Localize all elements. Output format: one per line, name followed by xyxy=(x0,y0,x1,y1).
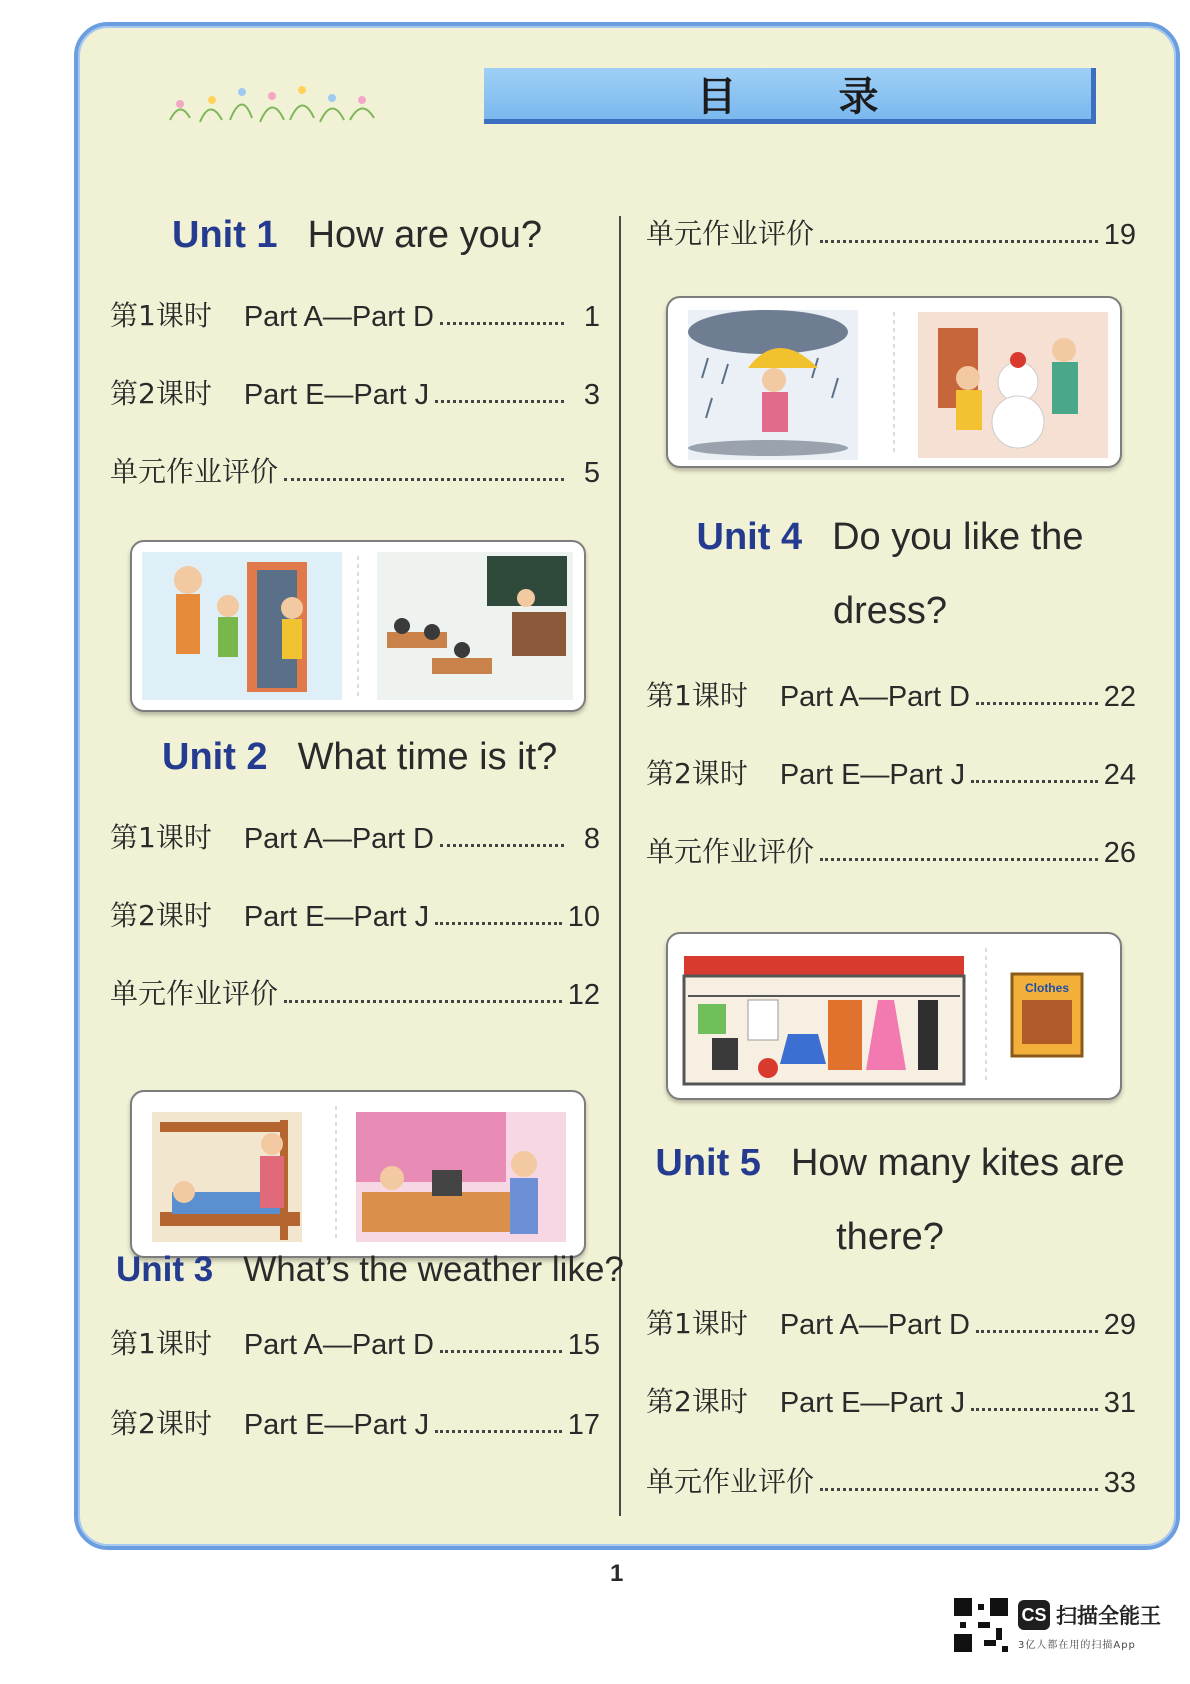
unit-3-heading xyxy=(116,1250,624,1290)
page-ref: 5 xyxy=(583,457,600,489)
clothes-book-label: Clothes xyxy=(1024,981,1070,995)
toc-row-unit4-lesson2[interactable] xyxy=(646,752,1136,792)
unit-2-illustration xyxy=(130,1090,586,1258)
bedroom-clock-picture xyxy=(132,1092,584,1256)
toc-row-unit2-assessment[interactable] xyxy=(110,972,600,1012)
dot-leader xyxy=(440,844,564,847)
unit-2-title: What time is it? xyxy=(297,736,558,778)
dot-leader xyxy=(435,1430,562,1433)
page-ref: 26 xyxy=(1103,837,1136,869)
page-ref: 33 xyxy=(1103,1467,1136,1499)
unit-2-number: Unit 2 xyxy=(162,736,268,778)
page-ref: 29 xyxy=(1103,1309,1136,1341)
dot-leader xyxy=(976,702,1098,705)
camscanner-logo: CS xyxy=(1018,1600,1050,1630)
greeting-classroom-picture xyxy=(132,542,584,710)
unit-5-heading xyxy=(640,1142,1140,1272)
toc-row-unit5-lesson1[interactable] xyxy=(646,1302,1136,1342)
qr-code-icon xyxy=(954,1598,1008,1652)
page-ref: 3 xyxy=(583,379,600,411)
dot-leader xyxy=(440,322,564,325)
toc-row-unit5-assessment[interactable] xyxy=(646,1460,1136,1500)
lesson-parts: Part E—Part J xyxy=(243,1409,430,1441)
toc-row-unit3-lesson2[interactable] xyxy=(110,1402,600,1442)
toc-row-unit1-lesson1[interactable] xyxy=(110,294,600,334)
dot-leader xyxy=(435,922,562,925)
page-ref: 19 xyxy=(1103,219,1136,251)
lesson-label: 第1课时 xyxy=(110,821,212,854)
toc-row-unit4-lesson1[interactable] xyxy=(646,674,1136,714)
page-ref: 22 xyxy=(1103,681,1136,713)
unit-1-illustration xyxy=(130,540,586,712)
weather-picture xyxy=(668,298,1120,466)
flower-decoration xyxy=(160,70,390,132)
page-title: 目 录 xyxy=(484,68,1096,124)
lesson-label: 第1课时 xyxy=(110,299,212,332)
lesson-parts: Part E—Part J xyxy=(243,379,430,411)
toc-row-unit3-lesson1[interactable] xyxy=(110,1322,600,1362)
lesson-parts: Part A—Part D xyxy=(243,301,434,333)
unit-3-title: What’s the weather like? xyxy=(243,1250,624,1289)
dot-leader xyxy=(971,780,1098,783)
lesson-parts: Part A—Part D xyxy=(243,823,434,855)
unit-1-title: How are you? xyxy=(307,214,543,256)
toc-row-unit3-assessment[interactable] xyxy=(646,212,1136,252)
lesson-label: 第2课时 xyxy=(110,1407,212,1440)
page-ref: 12 xyxy=(567,979,600,1011)
lesson-label: 单元作业评价 xyxy=(646,217,815,250)
page-ref: 10 xyxy=(567,901,600,933)
page-ref: 8 xyxy=(583,823,600,855)
toc-row-unit5-lesson2[interactable] xyxy=(646,1380,1136,1420)
unit-4-title-line1: Do you like the xyxy=(832,516,1084,558)
unit-5-title-line1: How many kites are xyxy=(790,1142,1125,1184)
toc-row-unit1-assessment[interactable] xyxy=(110,450,600,490)
dot-leader xyxy=(976,1330,1098,1333)
toc-row-unit1-lesson2[interactable] xyxy=(110,372,600,412)
dot-leader xyxy=(820,858,1098,861)
lesson-parts: Part E—Part J xyxy=(779,1387,966,1419)
page-ref: 1 xyxy=(583,301,600,333)
clothes-shop-picture xyxy=(668,934,1120,1098)
toc-row-unit4-assessment[interactable] xyxy=(646,830,1136,870)
page-ref: 31 xyxy=(1103,1387,1136,1419)
unit-3-illustration xyxy=(666,296,1122,468)
page-ref: 15 xyxy=(567,1329,600,1361)
lesson-label: 第2课时 xyxy=(646,757,748,790)
dot-leader xyxy=(284,478,564,481)
unit-4-heading xyxy=(640,516,1140,646)
unit-4-number: Unit 4 xyxy=(696,516,803,558)
dot-leader xyxy=(820,1488,1098,1491)
lesson-label: 第2课时 xyxy=(646,1385,748,1418)
page-ref: 24 xyxy=(1103,759,1136,791)
lesson-label: 单元作业评价 xyxy=(110,455,279,488)
page-number: 1 xyxy=(610,1560,624,1587)
unit-5-title-line2: there? xyxy=(836,1216,944,1258)
lesson-parts: Part E—Part J xyxy=(779,759,966,791)
unit-2-heading xyxy=(162,736,557,779)
lesson-parts: Part A—Part D xyxy=(243,1329,434,1361)
lesson-label: 单元作业评价 xyxy=(646,1465,815,1498)
unit-1-heading xyxy=(172,214,542,257)
column-divider xyxy=(619,216,621,1516)
unit-3-number: Unit 3 xyxy=(116,1250,214,1289)
unit-1-number: Unit 1 xyxy=(172,214,278,256)
lesson-label: 第1课时 xyxy=(110,1327,212,1360)
unit-4-title-line2: dress? xyxy=(832,590,948,632)
watermark-app-name: 扫描全能王 xyxy=(1056,1604,1161,1628)
toc-row-unit2-lesson2[interactable] xyxy=(110,894,600,934)
lesson-parts: Part E—Part J xyxy=(243,901,430,933)
dot-leader xyxy=(971,1408,1098,1411)
lesson-label: 单元作业评价 xyxy=(110,977,279,1010)
unit-5-number: Unit 5 xyxy=(655,1142,761,1184)
lesson-label: 第2课时 xyxy=(110,377,212,410)
page-ref: 17 xyxy=(567,1409,600,1441)
watermark-tagline: 3亿人都在用的扫描App xyxy=(1018,1640,1136,1651)
lesson-label: 第1课时 xyxy=(646,1307,748,1340)
dot-leader xyxy=(820,240,1098,243)
lesson-parts: Part A—Part D xyxy=(779,1309,970,1341)
dot-leader xyxy=(435,400,564,403)
toc-row-unit2-lesson1[interactable] xyxy=(110,816,600,856)
scanner-watermark xyxy=(954,1598,1164,1658)
dot-leader xyxy=(284,1000,562,1003)
lesson-label: 单元作业评价 xyxy=(646,835,815,868)
lesson-parts: Part A—Part D xyxy=(779,681,970,713)
unit-4-illustration xyxy=(666,932,1122,1100)
dot-leader xyxy=(440,1350,562,1353)
lesson-label: 第1课时 xyxy=(646,679,748,712)
lesson-label: 第2课时 xyxy=(110,899,212,932)
